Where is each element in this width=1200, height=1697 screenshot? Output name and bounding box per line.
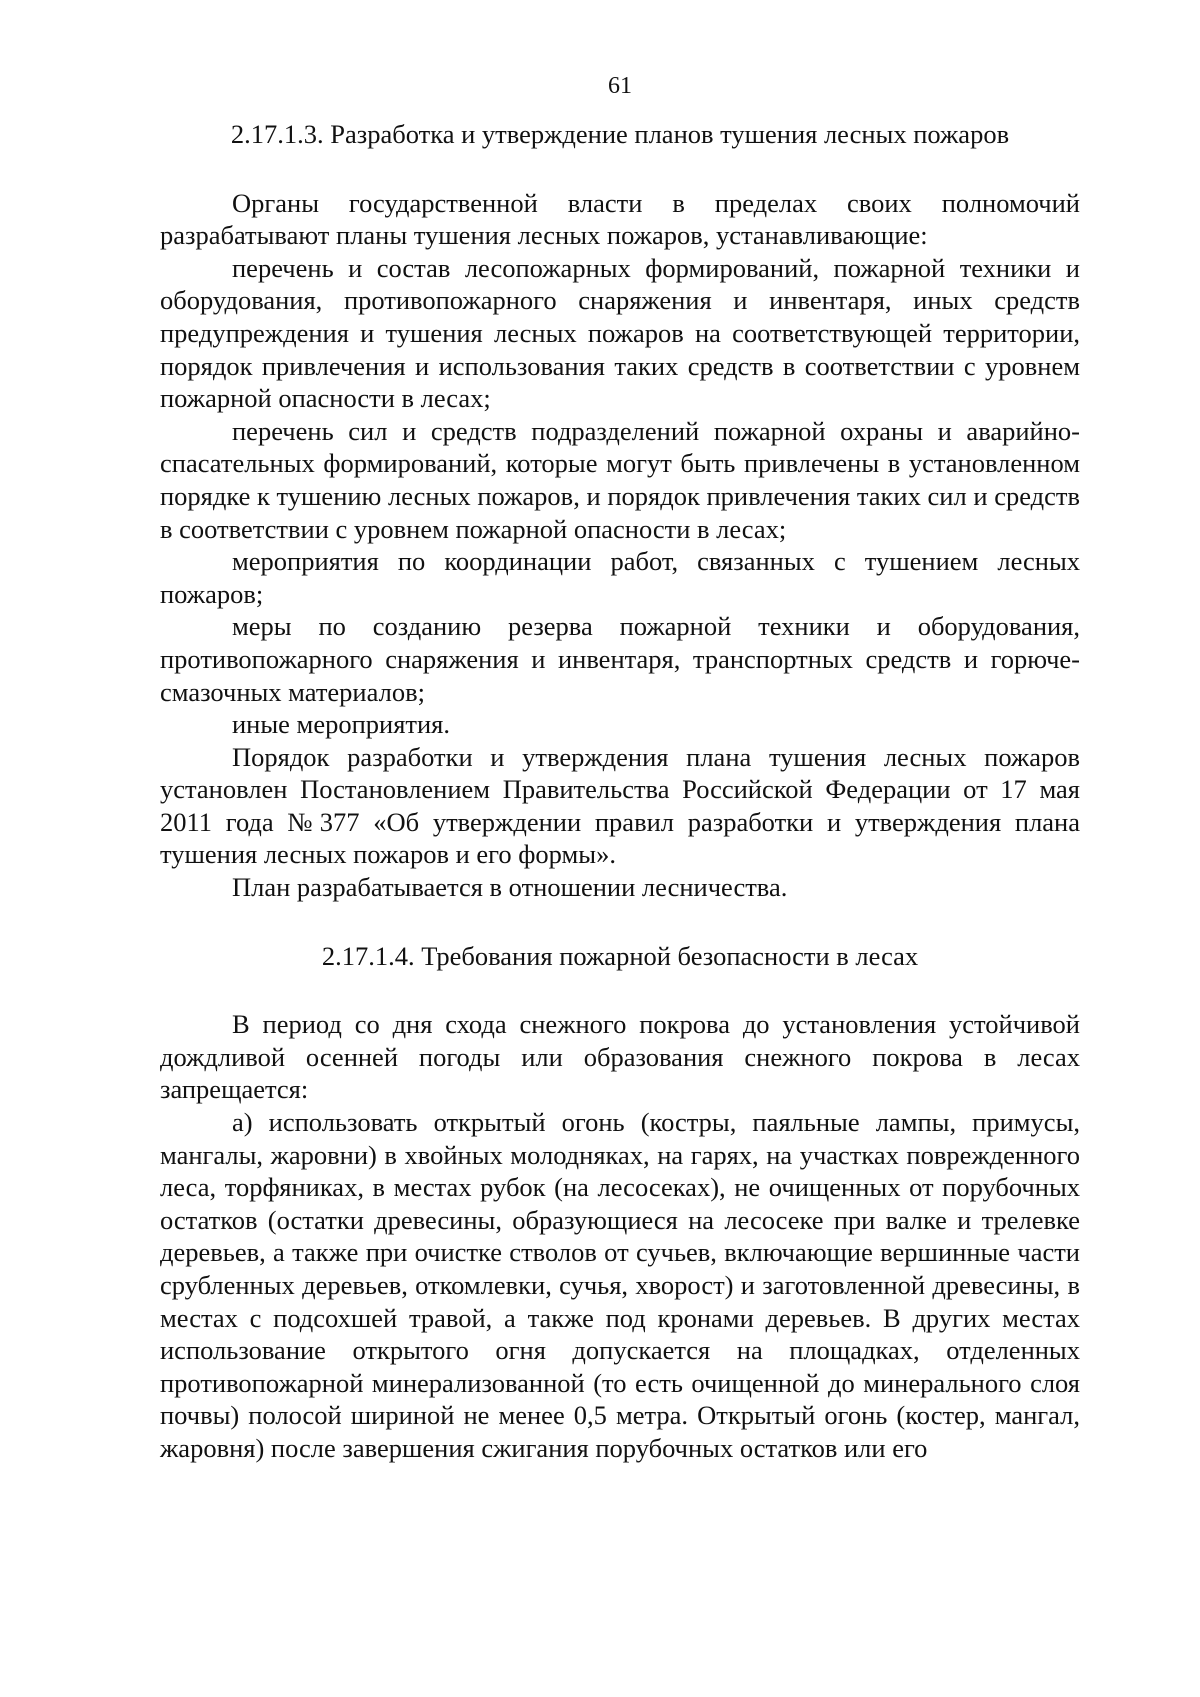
spacer	[160, 151, 1080, 187]
section-heading-2-17-1-4: 2.17.1.4. Требования пожарной безопасности в лесах	[321, 940, 919, 971]
paragraph: а) использовать открытый огонь (костры, паяльные лампы, примусы, мангалы, жаровни) в хвойных молодняках, на гарях, на участках поврежденного леса, торфяниках, в местах рубок (на лесосеках), не очищенных от порубочных остатков (остатки древесины, образующиеся на лесосеке при валке и трелевке деревьев, а также при очистке стволов от сучьев, включающие вершинные части срубленных деревьев, откомлевки, сучья, хворост) и заготовленной древесины, в местах с подсохшей травой, а также под кронами деревьев. В других местах использование открытого огня допускается на площадках, отделенных противопожарной минерализованной (то есть очищенной до минерального слоя почвы) полосой шириной не менее 0,5 метра. Открытый огонь (костер, мангал, жаровня) после завершения сжигания порубочных остатков или его	[160, 1107, 1080, 1463]
paragraph: Порядок разработки и утверждения плана тушения лесных пожаров установлен Постановлением Правительства Российской Федерации от 17 мая 2011 года №377 «Об утверждении правил разработки и утверждения плана тушения лесных пожаров и его формы».	[160, 741, 1080, 870]
spacer	[160, 972, 1080, 1008]
paragraph: мероприятия по координации работ, связанных с тушением лесных пожаров;	[160, 546, 1080, 609]
page-number: 61	[608, 73, 632, 99]
spacer	[160, 904, 1080, 940]
document-page	[160, 72, 1080, 1465]
paragraph: План разрабатывается в отношении лесничества.	[232, 872, 788, 903]
section-heading-2-17-1-3: 2.17.1.3. Разработка и утверждение планов тушения лесных пожаров	[230, 119, 1010, 149]
paragraph: перечень сил и средств подразделений пожарной охраны и аварийно-спасательных формирований, которые могут быть привлечены в установленном порядке к тушению лесных пожаров, и порядок привлечения таких сил и средств в соответствии с уровнем пожарной опасности в лесах;	[160, 415, 1080, 544]
paragraph: иные мероприятия.	[232, 709, 450, 740]
paragraph: меры по созданию резерва пожарной техники и оборудования, противопожарного снаряжения и инвентаря, транспортных средств и горюче-смазочных материалов;	[160, 611, 1080, 707]
paragraph: Органы государственной власти в пределах своих полномочий разрабатывают планы тушения лесных пожаров, устанавливающие:	[160, 187, 1080, 251]
paragraph: В период со дня схода снежного покрова до установления устойчивой дождливой осенней погоды или образования снежного покрова в лесах запрещается:	[160, 1009, 1080, 1105]
paragraph: перечень и состав лесопожарных формирований, пожарной техники и оборудования, противопожарного снаряжения и инвентаря, иных средств предупреждения и тушения лесных пожаров на соответствующей территории, порядок привлечения и использования таких средств в соответствии с уровнем пожарной опасности в лесах;	[160, 252, 1080, 414]
